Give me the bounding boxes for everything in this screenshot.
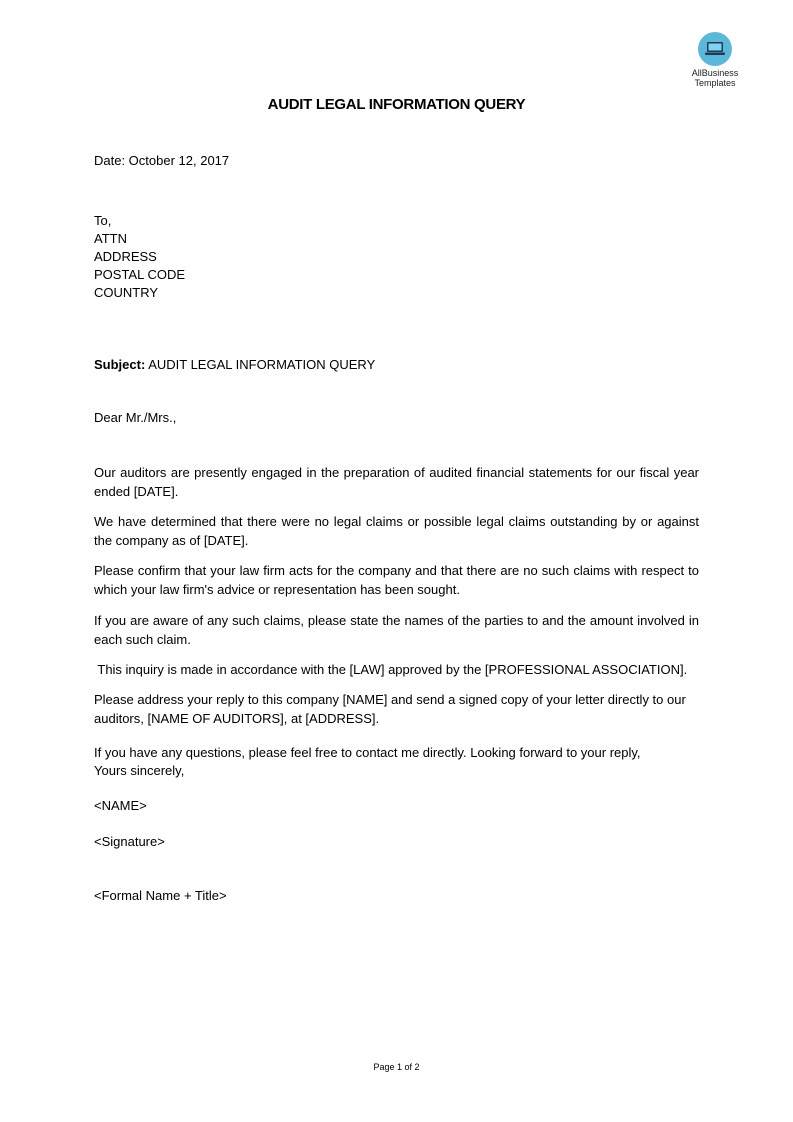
body-paragraph: If you are aware of any such claims, please state the names of the parties to and the amount involved in each such claim. — [94, 613, 699, 647]
recipient-line: ADDRESS — [94, 249, 157, 264]
laptop-icon — [698, 32, 732, 66]
body-paragraph: This inquiry is made in accordance with the [LAW] approved by the [PROFESSIONAL ASSOCIATION]. — [94, 662, 688, 677]
subject-line — [94, 356, 375, 374]
page-number: Page 1 of 2 — [373, 1062, 420, 1072]
body-paragraph: We have determined that there were no legal claims or possible legal claims outstanding by or against the company as of [DATE]. — [94, 514, 699, 548]
closing-line: Yours sincerely, — [94, 763, 185, 778]
recipient-line: To, — [94, 213, 112, 228]
closing-line: If you have any questions, please feel free to contact me directly. Looking forward to your reply, — [94, 745, 641, 760]
recipient-line: COUNTRY — [94, 285, 159, 300]
body-paragraph: Our auditors are presently engaged in the preparation of audited financial statements for our fiscal year ended [DATE]. — [94, 465, 699, 499]
body-paragraph: Please confirm that your law firm acts for the company and that there are no such claims with respect to which your law firm's advice or representation has been sought. — [94, 563, 699, 597]
closing-block — [94, 744, 641, 780]
allbusiness-logo — [680, 32, 750, 88]
signature-placeholder: <Signature> — [94, 834, 165, 849]
formal-name-title: <Formal Name + Title> — [94, 888, 227, 903]
document-date: Date: October 12, 2017 — [94, 153, 230, 168]
recipient-line: POSTAL CODE — [94, 267, 186, 282]
logo-line2: Templates — [694, 78, 736, 88]
salutation: Dear Mr./Mrs., — [94, 410, 177, 425]
subject-text: AUDIT LEGAL INFORMATION QUERY — [148, 357, 376, 372]
subject-label: Subject: — [94, 357, 146, 372]
body-paragraph: Please address your reply to this company [NAME] and send a signed copy of your letter directly to our auditors, [NAME OF AUDITORS], at [ADDRESS]. — [94, 692, 686, 726]
recipient-line: ATTN — [94, 231, 127, 246]
document-title: AUDIT LEGAL INFORMATION QUERY — [267, 96, 526, 113]
recipient-block — [94, 212, 185, 302]
sender-name: <NAME> — [94, 798, 147, 813]
logo-line1: AllBusiness — [691, 68, 739, 78]
